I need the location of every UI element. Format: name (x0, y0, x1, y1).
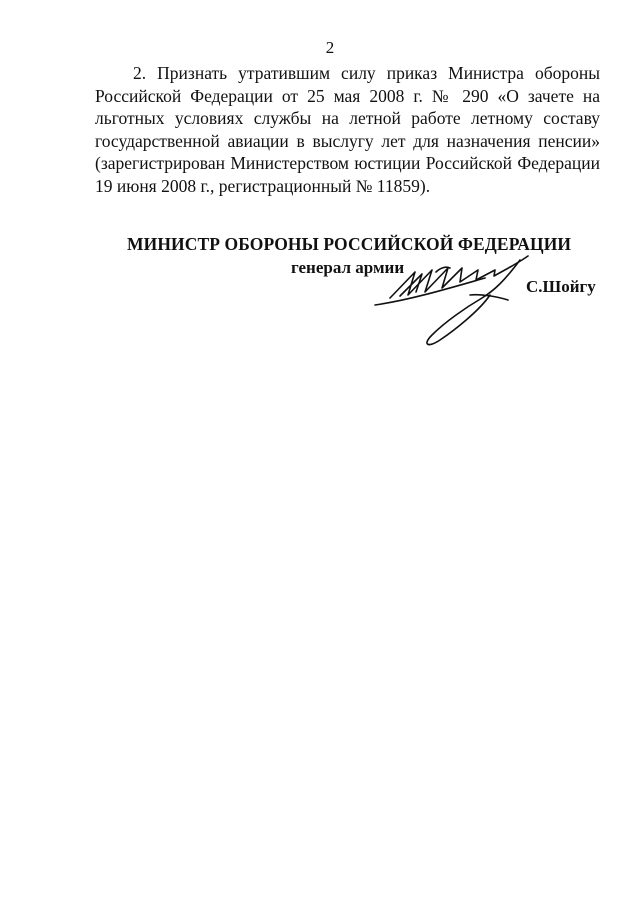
paragraph-line: 2. Признать утратившим силу приказ Министра обороны (133, 63, 600, 83)
paragraph-line: Российской Федерации от 25 мая 2008 г. № 290 «О зачете на (95, 85, 600, 106)
page-number: 2 (325, 38, 335, 57)
paragraph-line: 19 июня 2008 г., регистрационный № 11859). (95, 175, 431, 196)
signatory-rank: генерал армии (291, 258, 405, 277)
paragraph-2 (95, 62, 600, 198)
paragraph-line: льготных условиях службы на летной работе летному составу (95, 108, 600, 129)
paragraph-line: государственной авиации в выслугу лет для назначения пенсии» (95, 130, 600, 151)
signatory-name: С.Шойгу (526, 277, 596, 296)
signatory-title: МИНИСТР ОБОРОНЫ РОССИЙСКОЙ ФЕДЕРАЦИИ (127, 234, 572, 254)
handwritten-signature-icon (370, 250, 540, 350)
paragraph-line: (зарегистрирован Министерством юстиции Российской Федерации (95, 153, 600, 174)
